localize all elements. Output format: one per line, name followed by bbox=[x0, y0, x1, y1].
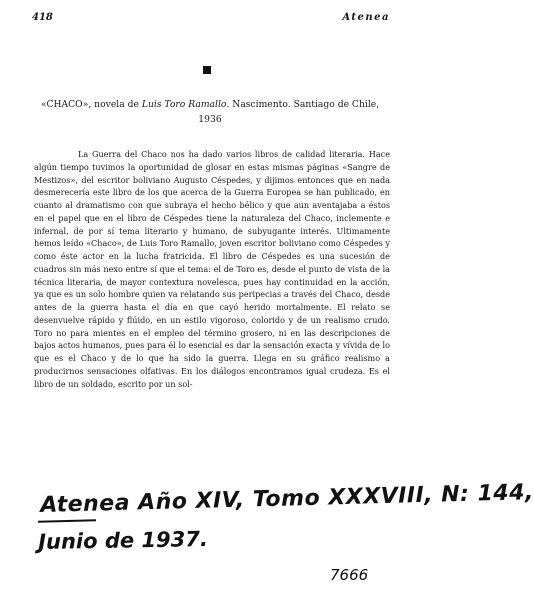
ornament-mark bbox=[203, 66, 211, 74]
handwritten-archive-number: 7666 bbox=[330, 566, 369, 584]
handwritten-underline bbox=[38, 519, 96, 523]
handwritten-date-line: Junio de 1937. bbox=[38, 527, 209, 554]
page-number: 418 bbox=[32, 12, 53, 23]
handwritten-reference-line: Atenea Año XIV, Tomo XXXVIII, N: 144, bbox=[40, 480, 534, 518]
journal-title: Atenea bbox=[342, 12, 390, 23]
citation-suffix: . Nascimento. Santiago de Chile, 1936 bbox=[198, 99, 380, 125]
page-header bbox=[32, 12, 390, 26]
review-paragraph: La Guerra del Chaco nos ha dado varios libros de calidad literaria. Hace algún tiempo tuvimos la oportunidad de glosar en estas mismas páginas «Sangre de Mestizos», del escritor boliviano Augusto Céspedes, y dijimos entonces que en nada desmerecería este libro de los que acerca de la Guerra Europea se han publicado, en cuanto al dramatismo con que subraya el hecho bélico y que aun aventajaba a éstos en el papel que en el libro de Céspedes tiene la naturaleza del Chaco, inclemente e infernal, de por sí tema literario y humano, de subyugante interés. Ultimamente hemos leído «Chaco», de Luis Toro Ramallo, joven escritor boliviano como Céspedes y como éste actor en la lucha fratricida. El libro de Céspedes es una sucesión de cuadros sin más nexo entre sí que el tema: el de Toro es, desde el punto de vista de la técnica literaria, de mayor contextura novelesca, pues hay continuidad en la acción, ya que es un solo hombre quien va relatando sus peripecias a través del Chaco, desde antes de la guerra hasta el día en que cayó herido mortalmente. El relato se desenvuelve rápido y flúido, en un estilo vigoroso, colorido y de un realismo crudo. Toro no para mientes en el empleo del término grosero, ni en las descripciones de bajos actos humanos, pues para él lo esencial es dar la sensación exacta y vívida de lo que es el Chaco y de lo que ha sido la guerra. Llega en su gráfico realismo a producirnos sensaciones olfativas. En los diálogos encontramos igual crudeza. Es el libro de un soldado, escrito por un sol- bbox=[34, 149, 390, 389]
citation-author: Luis Toro Ramallo bbox=[141, 99, 227, 110]
book-citation bbox=[40, 97, 380, 127]
review-body bbox=[34, 148, 390, 390]
citation-prefix: «CHACO», novela de bbox=[40, 99, 142, 110]
